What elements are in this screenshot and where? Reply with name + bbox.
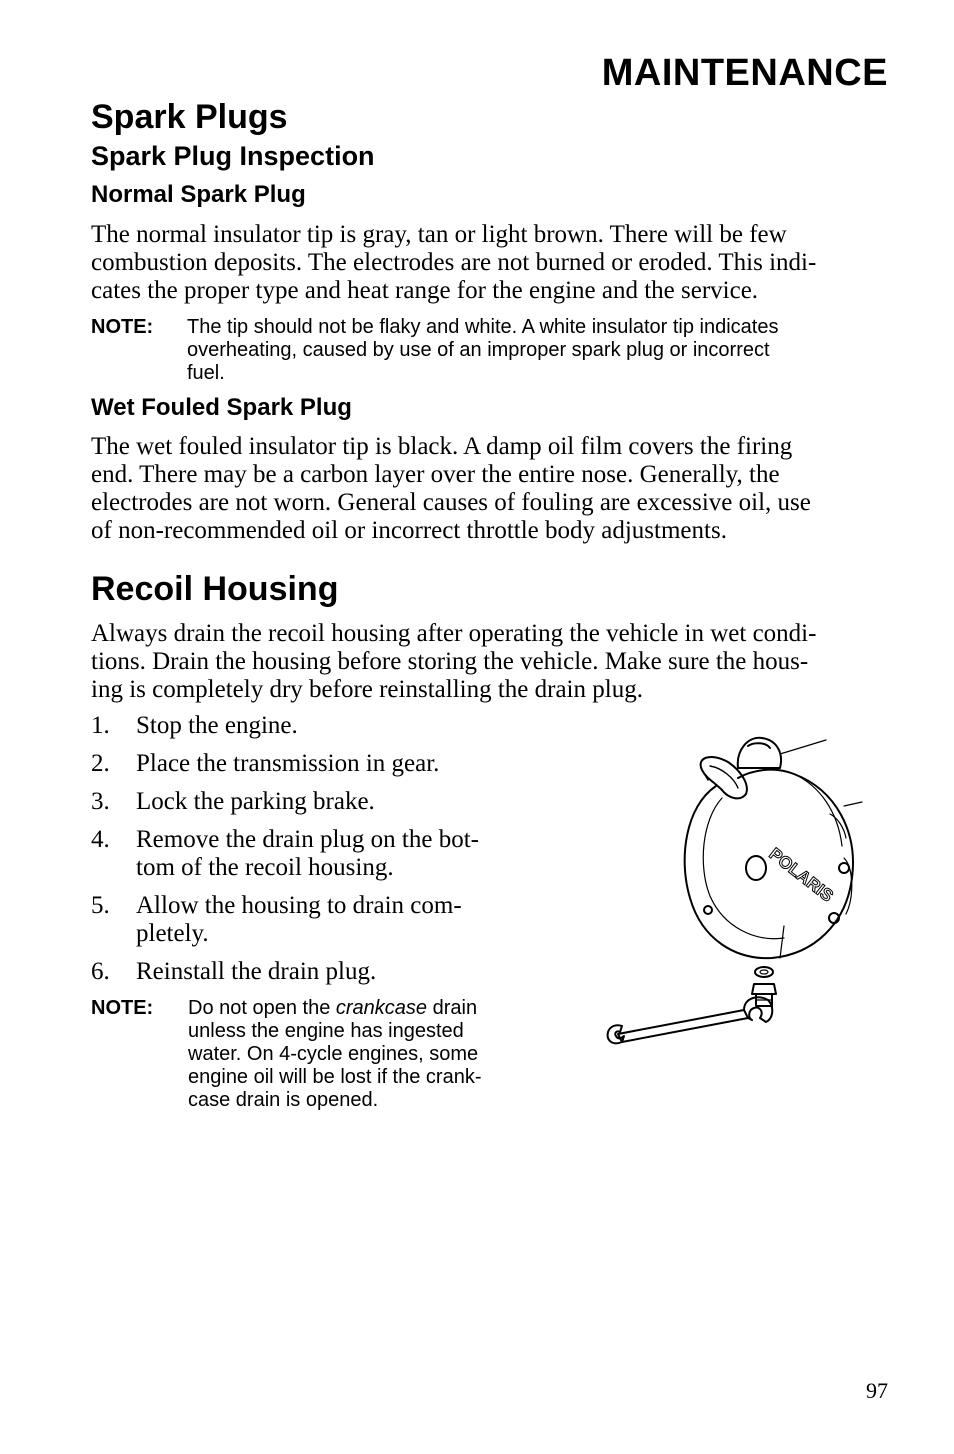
chapter-title: MAINTENANCE: [601, 52, 888, 94]
list-item: [91, 750, 531, 778]
steps-list: [91, 712, 531, 986]
step-number: 1.: [91, 712, 110, 739]
text-line: end. There may be a carbon layer over the entire nose. Generally, the: [91, 461, 780, 488]
note-label: NOTE:: [91, 316, 154, 338]
note-spark-plug-tip: [91, 316, 891, 388]
step-text: Lock the parking brake.: [136, 788, 375, 815]
list-item: [91, 826, 531, 882]
note-label: NOTE:: [91, 997, 154, 1019]
note-line: overheating, caused by use of an improper spark plug or incorrect: [187, 339, 770, 361]
text-line: electrodes are not worn. General causes of fouling are excessive oil, use: [91, 489, 811, 516]
step-text: tom of the recoil housing.: [136, 854, 394, 881]
subsection-title-spark-plug-inspection: Spark Plug Inspection: [91, 141, 375, 171]
text-line: The wet fouled insulator tip is black. A damp oil film covers the firing: [91, 433, 793, 460]
text-line: Always drain the recoil housing after operating the vehicle in wet condi-: [91, 620, 817, 647]
step-number: 6.: [91, 958, 110, 985]
text-line: cates the proper type and heat range for the engine and the service.: [91, 277, 759, 304]
note-emphasis: crankcase: [335, 997, 428, 1019]
step-text: Stop the engine.: [136, 712, 298, 739]
paragraph-wet-fouled-spark-plug: [91, 433, 891, 545]
note-text: Do not open the: [188, 997, 336, 1019]
step-number: 2.: [91, 750, 110, 777]
note-line: fuel.: [187, 362, 225, 384]
note-line: engine oil will be lost if the crank-: [188, 1066, 482, 1088]
text-line: The normal insulator tip is gray, tan or light brown. There will be few: [91, 221, 787, 248]
section-title-spark-plugs: Spark Plugs: [91, 98, 288, 136]
heading-normal-spark-plug: Normal Spark Plug: [91, 181, 306, 208]
note-crankcase-drain: [91, 997, 531, 1117]
step-text: Place the transmission in gear.: [136, 750, 440, 777]
step-text: Reinstall the drain plug.: [136, 958, 377, 985]
step-number: 3.: [91, 788, 110, 815]
list-item: [91, 788, 531, 816]
note-body: [188, 997, 481, 1112]
step-number: 4.: [91, 826, 110, 853]
paragraph-recoil-housing: [91, 620, 891, 704]
step-number: 5.: [91, 892, 110, 919]
note-line: unless the engine has ingested: [188, 1020, 464, 1042]
note-line: water. On 4-cycle engines, some: [188, 1043, 479, 1065]
text-line: combustion deposits. The electrodes are not burned or eroded. This indi-: [91, 249, 817, 276]
step-text: Remove the drain plug on the bot-: [136, 826, 479, 853]
page-number: 97: [866, 1378, 888, 1403]
section-title-recoil-housing: Recoil Housing: [91, 570, 339, 608]
list-item: [91, 958, 531, 986]
list-item: [91, 712, 531, 740]
list-item: [91, 892, 531, 948]
recoil-housing-illustration: [598, 728, 878, 1068]
note-text: drain: [427, 997, 478, 1019]
paragraph-normal-spark-plug: [91, 221, 891, 305]
step-text: pletely.: [136, 920, 209, 947]
text-line: tions. Drain the housing before storing the vehicle. Make sure the hous-: [91, 648, 809, 675]
note-body: [187, 316, 778, 385]
text-line: of non-recommended oil or incorrect throttle body adjustments.: [91, 517, 727, 544]
note-line: case drain is opened.: [188, 1089, 379, 1111]
illustration-logo: POLARIS: [765, 844, 837, 906]
note-line: [188, 997, 481, 1020]
heading-wet-fouled-spark-plug: Wet Fouled Spark Plug: [91, 394, 352, 421]
note-line: The tip should not be flaky and white. A white insulator tip indicates: [187, 316, 779, 338]
step-text: Allow the housing to drain com-: [136, 892, 462, 919]
text-line: ing is completely dry before reinstalling the drain plug.: [91, 676, 643, 703]
